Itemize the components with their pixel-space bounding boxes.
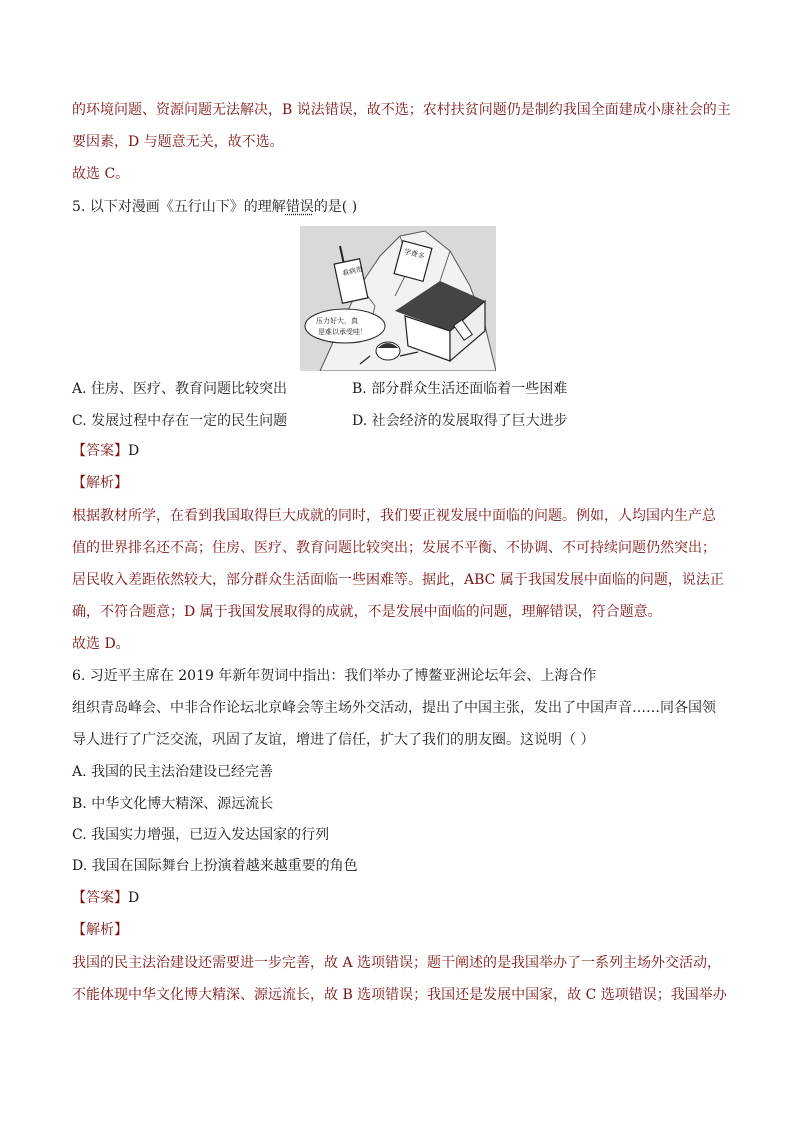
q5-answer-tag: 【答案】	[72, 443, 128, 459]
intro-line-2: 要因素，D 与题意无关，故不选。	[72, 134, 284, 150]
q5-analysis-line-1: 根据教材所学，在看到我国取得巨大成就的同时，我们要正视发展中面临的问题。例如，人均国内生产总	[72, 508, 716, 524]
q6-stem-line-3: 导人进行了广泛交流，巩固了友谊，增进了信任，扩大了我们的朋友圈。这说明（ ）	[72, 732, 595, 748]
bubble-line-1: 压力好大，真	[316, 317, 358, 325]
q5-option-d: D. 社会经济的发展取得了巨大进步	[352, 413, 568, 429]
q5-analysis-line-2: 值的世界排名还不高；住房、医疗、教育问题比较突出；发展不平衡、不协调、不可持续问题仍然突出；	[72, 540, 716, 556]
q5-answer-value: D	[128, 443, 140, 459]
q5-stem-prefix: 5. 以下对漫画《五行山下》的理解	[72, 199, 286, 215]
q5-stem-emphasis: 错误	[285, 199, 314, 215]
bubble-line-2: 是难以承受哇！	[318, 328, 367, 336]
q6-option-a: A. 我国的民主法治建设已经完善	[72, 764, 274, 780]
q6-analysis-line-2: 不能体现中华文化博大精深、源远流长，故 B 选项错误；我国还是发展中国家，故 C 选项错误；我国举办	[72, 987, 727, 1003]
q5-analysis-line-3: 居民收入差距依然较大，部分群众生活面临一些困难等。据此，ABC 属于我国发展中面临的问题，说法正	[72, 572, 724, 588]
q6-analysis-line-1: 我国的民主法治建设还需要进一步完善，故 A 选项错误；题干阐述的是我国举办了一系列主场外交活动，	[72, 955, 722, 971]
q5-conclusion: 故选 D。	[72, 636, 130, 652]
q5-stem	[72, 197, 357, 217]
q5-option-c: C. 发展过程中存在一定的民生问题	[72, 413, 288, 429]
q6-answer-tag: 【答案】	[72, 890, 128, 906]
q5-analysis-tag: 【解析】	[72, 475, 128, 491]
q5-option-b: B. 部分群众生活还面临着一些困难	[352, 381, 568, 397]
q5-option-a: A. 住房、医疗、教育问题比较突出	[72, 381, 288, 397]
intro-line-1: 的环境问题、资源问题无法解决，B 说法错误，故不选；农村扶贫问题仍是制约我国全面建成小康社会的主	[72, 102, 731, 118]
q5-analysis-line-4: 确，不符合题意；D 属于我国发展取得的成就，不是发展中面临的问题，理解错误，符合题意。	[72, 604, 662, 620]
q6-option-b: B. 中华文化博大精深、源远流长	[72, 796, 274, 812]
q6-answer	[72, 888, 139, 908]
intro-conclusion: 故选 C。	[72, 166, 130, 182]
cartoon-image	[300, 226, 496, 371]
q6-stem-line-1: 6. 习近平主席在 2019 年新年贺词中指出：我们举办了博鳌亚洲论坛年会、上海合作	[72, 668, 597, 684]
sign-book-text: 学费多	[403, 247, 426, 261]
q6-stem-line-2: 组织青岛峰会、中非合作论坛北京峰会等主场外交活动，提出了中国主张，发出了中国声音……同各国领	[72, 700, 716, 716]
q5-answer	[72, 441, 139, 461]
sign-left-text: 看病贵	[341, 265, 364, 278]
cartoon-illustration	[300, 226, 496, 371]
q6-option-c: C. 我国实力增强，已迈入发达国家的行列	[72, 827, 330, 843]
q6-analysis-tag: 【解析】	[72, 922, 128, 938]
q6-option-d: D. 我国在国际舞台上扮演着越来越重要的角色	[72, 858, 358, 874]
q6-answer-value: D	[128, 890, 140, 906]
q5-stem-suffix: 的是( )	[313, 199, 358, 215]
